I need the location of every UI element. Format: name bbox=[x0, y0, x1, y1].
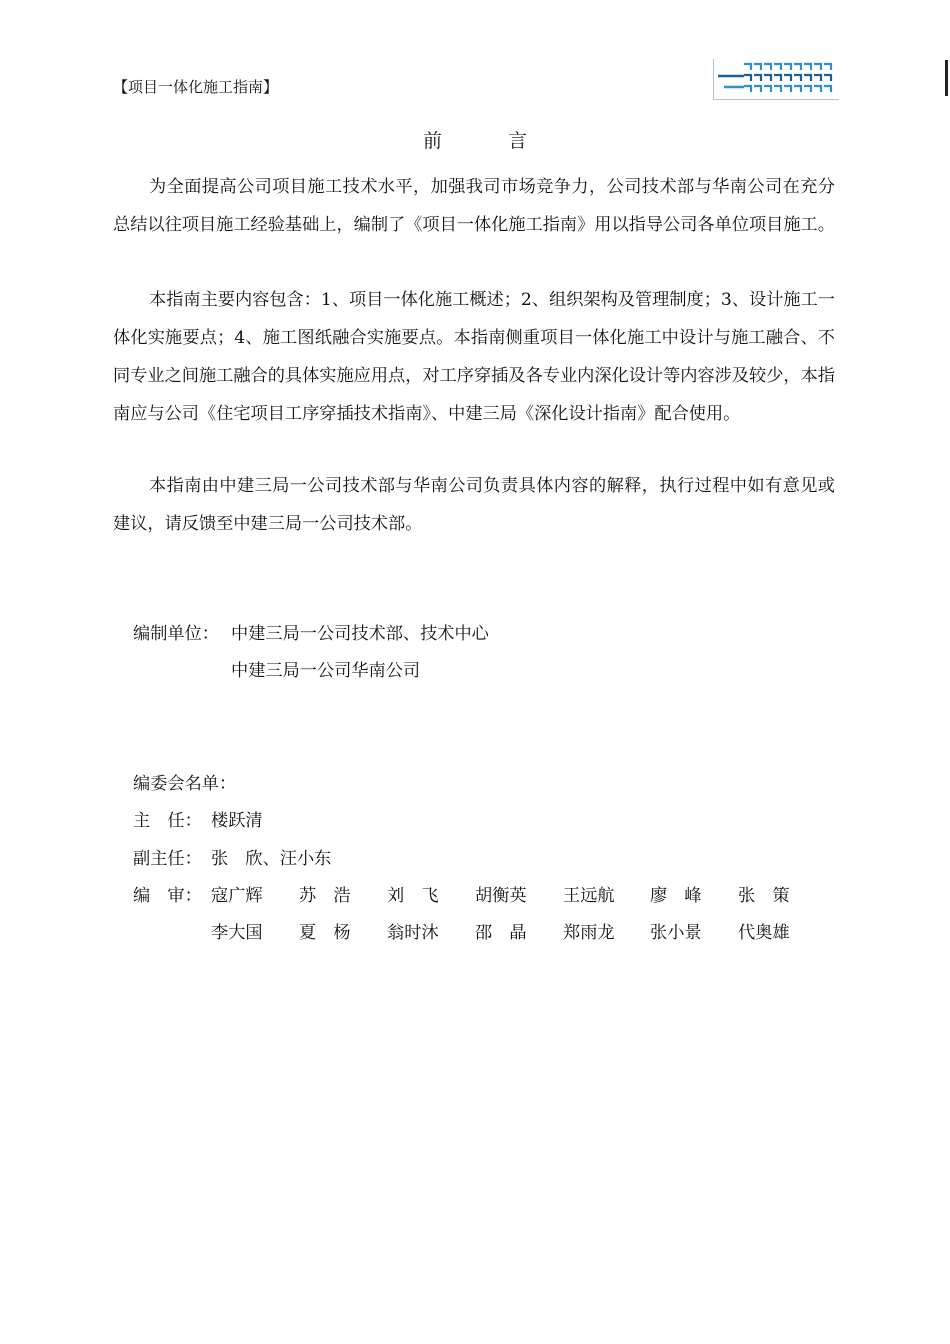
director-label: 主 任： bbox=[133, 811, 202, 831]
paragraph-interpretation: 本指南由中建三局一公司技术部与华南公司负责具体内容的解释，执行过程中如有意见或建议，请反馈至中建三局一公司技术部。 bbox=[113, 476, 835, 534]
page-edge-mark bbox=[945, 60, 948, 96]
paragraph-intro: 为全面提高公司项目施工技术水平，加强我司市场竞争力，公司技术部与华南公司在充分总结以往项目施工经验基础上，编制了《项目一体化施工指南》用以指导公司各单位项目施工。 bbox=[113, 177, 835, 235]
reviewer-name: 苏 浩 bbox=[299, 886, 351, 906]
company-logo bbox=[713, 59, 839, 100]
reviewer-name: 李大国 bbox=[211, 923, 263, 943]
reviewer-name: 廖 峰 bbox=[650, 886, 702, 906]
deputy-label: 副主任： bbox=[133, 849, 202, 869]
reviewers-label: 编 审： bbox=[133, 886, 202, 906]
reviewer-name: 寇广辉 bbox=[211, 886, 263, 906]
reviewer-name: 翁时沐 bbox=[387, 923, 439, 943]
reviewer-name: 刘 飞 bbox=[387, 886, 439, 906]
company-logo-icon bbox=[714, 59, 838, 98]
reviewer-name: 张 策 bbox=[738, 886, 790, 906]
header-title: 【项目一体化施工指南】 bbox=[113, 78, 279, 96]
director-name: 楼跃清 bbox=[211, 811, 263, 831]
reviewer-name: 胡衡英 bbox=[475, 886, 527, 906]
page-title: 前 言 bbox=[422, 130, 558, 152]
compiler-label: 编制单位： bbox=[133, 624, 219, 644]
compiler-unit-2: 中建三局一公司华南公司 bbox=[231, 661, 421, 681]
reviewer-name: 夏 杨 bbox=[299, 923, 351, 943]
reviewer-name: 邵 晶 bbox=[475, 923, 527, 943]
deputy-names: 张 欣、汪小东 bbox=[211, 849, 332, 869]
reviewer-name: 王远航 bbox=[563, 886, 615, 906]
reviewer-name: 郑雨龙 bbox=[563, 923, 615, 943]
reviewer-name: 张小景 bbox=[650, 923, 702, 943]
paragraph-contents: 本指南主要内容包含：1、项目一体化施工概述；2、组织架构及管理制度；3、设计施工一体化实施要点；4、施工图纸融合实施要点。本指南侧重项目一体化施工中设计与施工融合、不同专业之间施工融合的具体实施应用点，对工序穿插及各专业内深化设计等内容涉及较少，本指南应与公司《住宅项目工序穿插技术指南》、中建三局《深化设计指南》配合使用。 bbox=[113, 290, 835, 424]
compiler-unit-1: 中建三局一公司技术部、技术中心 bbox=[231, 624, 489, 644]
committee-heading: 编委会名单： bbox=[133, 774, 237, 794]
reviewer-name: 代奥雄 bbox=[738, 923, 790, 943]
